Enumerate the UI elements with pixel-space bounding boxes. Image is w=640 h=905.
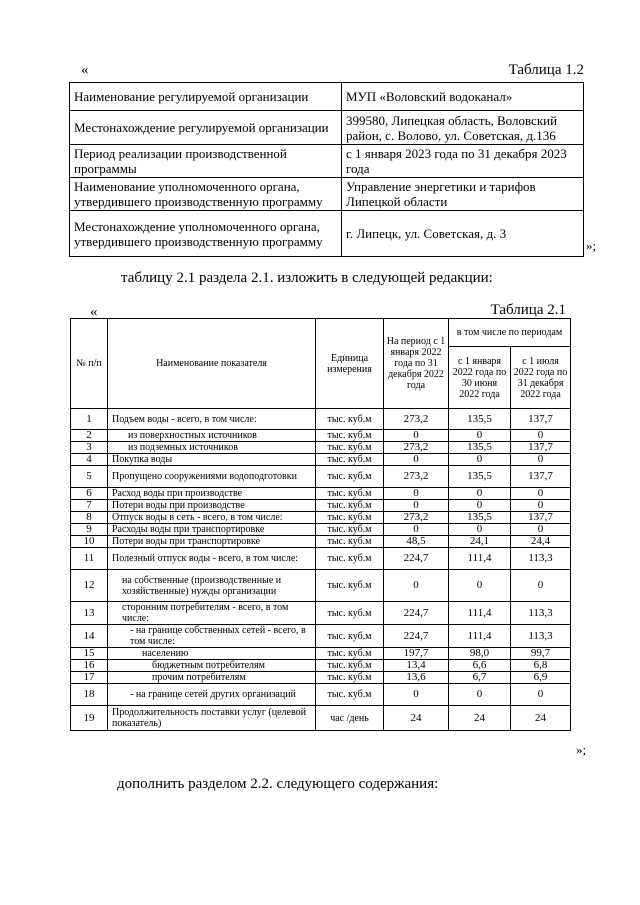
- table-cell: Управление энергетики и тарифов Липецкой области: [342, 178, 584, 211]
- first-half-value: 111,4: [449, 602, 511, 625]
- second-half-value: 137,7: [511, 442, 571, 454]
- annual-value: 273,2: [384, 409, 449, 430]
- annual-value: 13,4: [384, 660, 449, 672]
- indicator-name: Потери воды при транспортировке: [108, 536, 316, 548]
- annual-value: 197,7: [384, 648, 449, 660]
- row-number: 2: [71, 430, 108, 442]
- annual-value: 224,7: [384, 548, 449, 570]
- water-balance-table: [70, 318, 571, 731]
- indicator-name: Покупка воды: [108, 454, 316, 466]
- table-row: [70, 83, 584, 111]
- first-half-value: 0: [449, 488, 511, 500]
- table-row: [71, 500, 571, 512]
- row-number: 1: [71, 409, 108, 430]
- annual-value: 0: [384, 570, 449, 602]
- row-number: 18: [71, 684, 108, 706]
- unit-cell: тыс. куб.м: [316, 488, 384, 500]
- table-row: [71, 648, 571, 660]
- paragraph: дополнить разделом 2.2. следующего содержания:: [117, 776, 439, 792]
- first-half-value: 135,5: [449, 442, 511, 454]
- row-number: 17: [71, 672, 108, 684]
- unit-cell: тыс. куб.м: [316, 536, 384, 548]
- table2-open-quote: «: [90, 304, 98, 320]
- second-half-value: 0: [511, 684, 571, 706]
- table-row: [70, 211, 584, 257]
- row-number: 11: [71, 548, 108, 570]
- row-number: 7: [71, 500, 108, 512]
- unit-cell: тыс. куб.м: [316, 466, 384, 488]
- indicator-name: Продолжительность поставки услуг (целевой показатель): [108, 706, 316, 731]
- annual-value: 0: [384, 430, 449, 442]
- annual-value: 224,7: [384, 625, 449, 648]
- table-cell: Наименование регулируемой организации: [70, 83, 342, 111]
- row-number: 4: [71, 454, 108, 466]
- indicator-name: Полезный отпуск воды - всего, в том числе:: [108, 548, 316, 570]
- indicator-name: Пропущено сооружениями водоподготовки: [108, 466, 316, 488]
- table-body: [71, 409, 571, 731]
- annual-value: 0: [384, 500, 449, 512]
- header-number: № п/п: [71, 319, 108, 409]
- indicator-name: - на границе сетей других организаций: [108, 684, 316, 706]
- unit-cell: тыс. куб.м: [316, 512, 384, 524]
- unit-cell: тыс. куб.м: [316, 409, 384, 430]
- annual-value: 0: [384, 454, 449, 466]
- annual-value: 273,2: [384, 442, 449, 454]
- table-row: [70, 111, 584, 145]
- annual-value: 224,7: [384, 602, 449, 625]
- row-number: 3: [71, 442, 108, 454]
- first-half-value: 0: [449, 500, 511, 512]
- row-number: 9: [71, 524, 108, 536]
- table-row: [71, 488, 571, 500]
- table-row: [71, 466, 571, 488]
- unit-cell: тыс. куб.м: [316, 648, 384, 660]
- first-half-value: 98,0: [449, 648, 511, 660]
- row-number: 16: [71, 660, 108, 672]
- row-number: 12: [71, 570, 108, 602]
- first-half-value: 0: [449, 430, 511, 442]
- second-half-value: 137,7: [511, 466, 571, 488]
- table-row: [71, 602, 571, 625]
- annual-value: 48,5: [384, 536, 449, 548]
- second-half-value: 0: [511, 488, 571, 500]
- second-half-value: 0: [511, 524, 571, 536]
- unit-cell: тыс. куб.м: [316, 548, 384, 570]
- indicator-name: Отпуск воды в сеть - всего, в том числе:: [108, 512, 316, 524]
- table-row: [71, 672, 571, 684]
- indicator-name: Потери воды при производстве: [108, 500, 316, 512]
- second-half-value: 0: [511, 454, 571, 466]
- second-half-value: 137,7: [511, 512, 571, 524]
- row-number: 6: [71, 488, 108, 500]
- header-second-half: с 1 июля 2022 года по 31 декабря 2022 года: [511, 347, 571, 409]
- first-half-value: 0: [449, 570, 511, 602]
- table1-caption: Таблица 1.2: [508, 62, 584, 78]
- paragraph: таблицу 2.1 раздела 2.1. изложить в следующей редакции:: [121, 270, 493, 286]
- table-row: [71, 442, 571, 454]
- indicator-name: из подземных источников: [108, 442, 316, 454]
- indicator-name: Подъем воды - всего, в том числе:: [108, 409, 316, 430]
- annual-value: 0: [384, 684, 449, 706]
- annual-value: 273,2: [384, 466, 449, 488]
- table2-closing: »;: [576, 742, 587, 757]
- indicator-name: Расходы воды при транспортировке: [108, 524, 316, 536]
- table-cell: МУП «Воловский водоканал»: [342, 83, 584, 111]
- first-half-value: 135,5: [449, 512, 511, 524]
- second-half-value: 24: [511, 706, 571, 731]
- table-cell: с 1 января 2023 года по 31 декабря 2023 года: [342, 145, 584, 178]
- indicator-name: бюджетным потребителям: [108, 660, 316, 672]
- unit-cell: тыс. куб.м: [316, 430, 384, 442]
- table-row: [71, 454, 571, 466]
- table2-caption: Таблица 2.1: [490, 302, 566, 318]
- table1-closing: »;: [586, 238, 597, 253]
- first-half-value: 24: [449, 706, 511, 731]
- table-row: [71, 706, 571, 731]
- table-row: [71, 512, 571, 524]
- table-row: [71, 625, 571, 648]
- second-half-value: 99,7: [511, 648, 571, 660]
- table-row: [71, 548, 571, 570]
- row-number: 15: [71, 648, 108, 660]
- first-half-value: 111,4: [449, 625, 511, 648]
- indicator-name: сторонним потребителям - всего, в том числе:: [108, 602, 316, 625]
- unit-cell: тыс. куб.м: [316, 625, 384, 648]
- row-number: 19: [71, 706, 108, 731]
- unit-cell: тыс. куб.м: [316, 500, 384, 512]
- annual-value: 24: [384, 706, 449, 731]
- table-row: [70, 145, 584, 178]
- unit-cell: час /день: [316, 706, 384, 731]
- second-half-value: 113,3: [511, 548, 571, 570]
- second-half-value: 0: [511, 500, 571, 512]
- second-half-value: 6,9: [511, 672, 571, 684]
- table-cell: Местонахождение уполномоченного органа, утвердившего производственную программу: [70, 211, 342, 257]
- annual-value: 0: [384, 488, 449, 500]
- header-period: На период с 1 января 2022 года по 31 декабря 2022 года: [384, 319, 449, 409]
- indicator-name: - на границе собственных сетей - всего, в том числе:: [108, 625, 316, 648]
- indicator-name: из поверхностных источников: [108, 430, 316, 442]
- unit-cell: тыс. куб.м: [316, 602, 384, 625]
- second-half-value: 113,3: [511, 625, 571, 648]
- header-including: в том числе по периодам: [449, 319, 571, 347]
- second-half-value: 113,3: [511, 602, 571, 625]
- table-row: [71, 570, 571, 602]
- table-row: [71, 660, 571, 672]
- header-first-half: с 1 января 2022 года по 30 июня 2022 года: [449, 347, 511, 409]
- row-number: 10: [71, 536, 108, 548]
- second-half-value: 24,4: [511, 536, 571, 548]
- first-half-value: 0: [449, 684, 511, 706]
- first-half-value: 24,1: [449, 536, 511, 548]
- second-half-value: 137,7: [511, 409, 571, 430]
- table-row: [71, 430, 571, 442]
- table-row: [71, 684, 571, 706]
- table-row: [71, 524, 571, 536]
- first-half-value: 6,6: [449, 660, 511, 672]
- first-half-value: 111,4: [449, 548, 511, 570]
- unit-cell: тыс. куб.м: [316, 570, 384, 602]
- row-number: 14: [71, 625, 108, 648]
- organization-info-table: [69, 82, 584, 257]
- table1-open-quote: «: [81, 62, 89, 78]
- first-half-value: 6,7: [449, 672, 511, 684]
- annual-value: 273,2: [384, 512, 449, 524]
- table-cell: Наименование уполномоченного органа, утвердившего производственную программу: [70, 178, 342, 211]
- unit-cell: тыс. куб.м: [316, 660, 384, 672]
- row-number: 13: [71, 602, 108, 625]
- table-cell: г. Липецк, ул. Советская, д. 3: [342, 211, 584, 257]
- second-half-value: 0: [511, 430, 571, 442]
- unit-cell: тыс. куб.м: [316, 672, 384, 684]
- table-cell: Период реализации производственной программы: [70, 145, 342, 178]
- table-cell: 399580, Липецкая область, Воловский район, с. Волово, ул. Советская, д.136: [342, 111, 584, 145]
- annual-value: 0: [384, 524, 449, 536]
- header-indicator: Наименование показателя: [108, 319, 316, 409]
- unit-cell: тыс. куб.м: [316, 442, 384, 454]
- first-half-value: 135,5: [449, 409, 511, 430]
- header-unit: Единица измерения: [316, 319, 384, 409]
- table-row: [71, 409, 571, 430]
- row-number: 8: [71, 512, 108, 524]
- indicator-name: Расход воды при производстве: [108, 488, 316, 500]
- indicator-name: населению: [108, 648, 316, 660]
- second-half-value: 6,8: [511, 660, 571, 672]
- table-row: [70, 178, 584, 211]
- annual-value: 13,6: [384, 672, 449, 684]
- unit-cell: тыс. куб.м: [316, 684, 384, 706]
- indicator-name: прочим потребителям: [108, 672, 316, 684]
- first-half-value: 0: [449, 524, 511, 536]
- first-half-value: 0: [449, 454, 511, 466]
- first-half-value: 135,5: [449, 466, 511, 488]
- table-cell: Местонахождение регулируемой организации: [70, 111, 342, 145]
- row-number: 5: [71, 466, 108, 488]
- table-row: [71, 536, 571, 548]
- unit-cell: тыс. куб.м: [316, 454, 384, 466]
- indicator-name: на собственные (производственные и хозяйственные) нужды организации: [108, 570, 316, 602]
- second-half-value: 0: [511, 570, 571, 602]
- unit-cell: тыс. куб.м: [316, 524, 384, 536]
